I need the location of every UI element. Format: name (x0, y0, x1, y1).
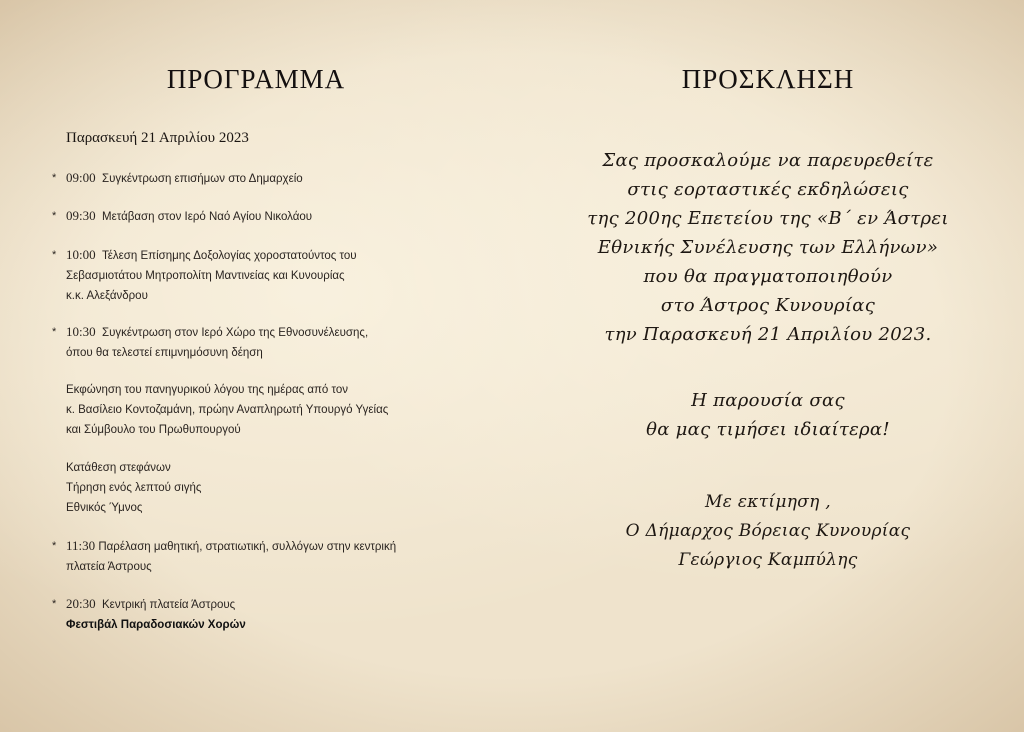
item-time: 10:00 (66, 247, 96, 262)
ceremony-block (66, 458, 486, 518)
item-text: Τέλεση Επίσημης Δοξολογίας χοροστατούντος του (102, 250, 357, 262)
bullet-icon: * (52, 598, 57, 610)
item-time: 20:30 (66, 596, 96, 611)
item-time: 10:30 (66, 324, 96, 339)
speech-line: και Σύμβουλο του Πρωθυπουργού (66, 424, 241, 436)
program-item (52, 168, 472, 189)
invitation-closing (512, 386, 1024, 444)
item-text: Φεστιβάλ Παραδοσιακών Χορών (66, 619, 246, 631)
item-text: Κεντρική πλατεία Άστρους (102, 599, 236, 611)
invitation-line: που θα πραγματοποιηθούν (643, 266, 893, 287)
signature-line: Γεώργιος Καμπύλης (678, 550, 858, 570)
bullet-icon: * (52, 172, 57, 184)
bullet-icon: * (52, 210, 57, 222)
item-time: 11:30 (66, 538, 96, 553)
invitation-line: στο Άστρος Κυνουρίας (660, 295, 876, 316)
invitation-line: Εθνικής Συνέλευσης των Ελλήνων» (597, 237, 939, 258)
item-text: Μετάβαση στον Ιερό Ναό Αγίου Νικολάου (102, 211, 313, 223)
invitation-title: ΠΡΟΣΚΛΗΣΗ (681, 64, 855, 94)
ceremony-line: Κατάθεση στεφάνων (66, 462, 171, 474)
invitation-line: στις εορταστικές εκδηλώσεις (627, 179, 909, 200)
speech-line: κ. Βασίλειο Κοντοζαμάνη, πρώην Αναπληρωτή Υπουργό Υγείας (66, 404, 389, 416)
bullet-icon: * (52, 540, 57, 552)
closing-line: θα μας τιμήσει ιδιαίτερα! (646, 419, 890, 440)
closing-line: Η παρουσία σας (691, 390, 845, 411)
invitation-line: την Παρασκευή 21 Απριλίου 2023. (604, 324, 932, 345)
signature-line: Ο Δήμαρχος Βόρειας Κυνουρίας (625, 521, 911, 541)
ceremony-line: Τήρηση ενός λεπτού σιγής (66, 482, 202, 494)
program-item (52, 245, 472, 306)
item-text: Παρέλαση μαθητική, στρατιωτική, συλλόγων στην κεντρική (98, 541, 397, 553)
speech-line: Εκφώνηση του πανηγυρικού λόγου της ημέρας από τον (66, 384, 349, 396)
item-text: πλατεία Άστρους (66, 561, 152, 573)
ceremony-line: Εθνικός Ύμνος (66, 502, 143, 514)
signature-line: Με εκτίμηση , (704, 492, 831, 512)
program-item (52, 594, 472, 635)
item-text: Συγκέντρωση επισήμων στο Δημαρχείο (102, 173, 303, 185)
invitation-line: της 200ης Επετείου της «Β΄ εν Άστρει (587, 208, 949, 229)
speech-block (66, 380, 486, 440)
program-item (52, 206, 472, 227)
program-item (52, 536, 472, 577)
invitation-line: Σας προσκαλούμε να παρευρεθείτε (602, 150, 934, 171)
item-text: όπου θα τελεστεί επιμνημόσυνη δέηση (66, 347, 263, 359)
item-time: 09:30 (66, 208, 96, 223)
item-time: 09:00 (66, 170, 96, 185)
invitation-body (512, 146, 1024, 349)
invitation-page (512, 0, 1024, 732)
item-text: Συγκέντρωση στον Ιερό Χώρο της Εθνοσυνέλευσης, (102, 327, 369, 339)
bullet-icon: * (52, 326, 57, 338)
program-item (52, 322, 472, 363)
program-title: ΠΡΟΓΡΑΜΜΑ (166, 64, 346, 94)
item-text: Σεβασμιοτάτου Μητροπολίτη Μαντινείας και Κυνουρίας (66, 270, 345, 282)
program-date: Παρασκευή 21 Απριλίου 2023 (66, 130, 249, 146)
bullet-icon: * (52, 249, 57, 261)
signature-block (512, 488, 1024, 575)
item-text: κ.κ. Αλεξάνδρου (66, 290, 148, 302)
